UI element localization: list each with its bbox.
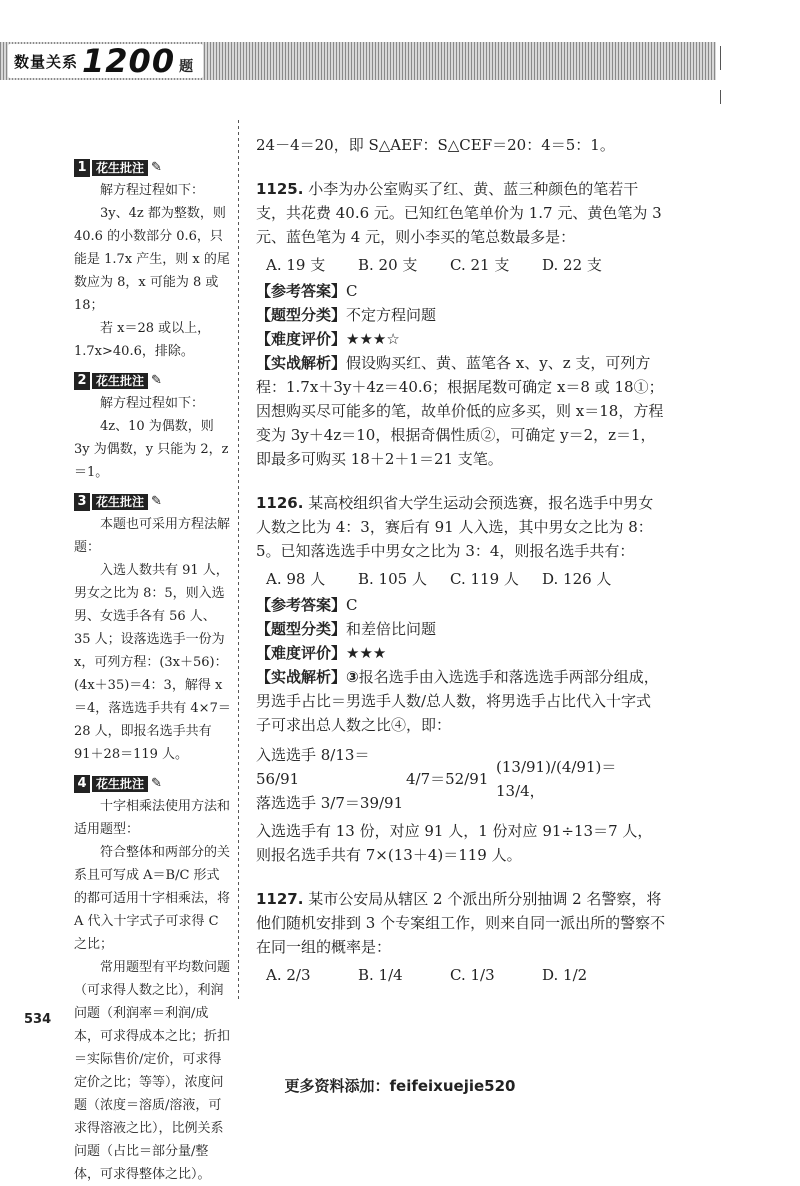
option-b: B. 1/4	[358, 966, 403, 984]
note-1	[74, 156, 232, 363]
type-value: 不定方程问题	[346, 306, 437, 324]
note-line: 4z、10 为偶数，则 3y 为偶数，y 只能为 2，z＝1。	[74, 419, 229, 480]
cross-mid: 4/7＝52/91	[406, 770, 489, 788]
note-label: 花生批注	[92, 776, 148, 792]
note-line: 本题也可采用方程法解题：	[74, 517, 231, 555]
book-title	[8, 44, 203, 78]
option-a: A. 98 人	[266, 570, 326, 588]
pen-icon: ✎	[151, 160, 162, 175]
question-stem: 小李为办公室购买了红、黄、蓝三种颜色的笔若干支，共花费 40.6 元。已知红色笔单价为 1.7 元、黄色笔为 3 元、蓝色笔为 4 元，则小李买的笔总数最多是：	[256, 180, 662, 246]
analysis-text: 报名选手由入选选手和落选选手两部分组成，男选手占比＝男选手人数/总人数，将男选手占比代入十字式子可求出总人数之比④，即：	[256, 668, 659, 734]
note-number: 1	[74, 159, 90, 177]
cross-in: 入选选手 8/13＝56/91	[256, 746, 370, 788]
option-b: B. 20 支	[358, 256, 418, 274]
note-line: 符合整体和两部分的关系且可写成 A＝B/C 形式的都可适用十字相乘法，将 A 代入十字式子可求得 C 之比；	[74, 845, 231, 952]
main-column	[256, 118, 666, 989]
cross-multiplication	[256, 743, 666, 815]
type-value: 和差倍比问题	[346, 620, 437, 638]
note-4	[74, 772, 232, 1186]
option-c: C. 21 支	[450, 256, 510, 274]
analysis-text: 假设购买红、黄、蓝笔各 x、y、z 支，可列方程：1.7x＋3y＋4z＝40.6；根据尾数可确定 x＝8 或 18①；因想购买尽可能多的笔，故单价低的应多买，则 x＝18，方程变为 3y＋4z＝10，根据奇偶性质②，可确定 y＝2，z＝1，即最多可购买 18＋2＋1＝21 支笔。	[256, 354, 664, 468]
question-stem: 某高校组织省大学生运动会预选赛，报名选手中男女人数之比为 4：3，赛后有 91 人入选，其中男女之比为 8：5。已知落选选手中男女之比为 3：4，则报名选手共有：	[256, 494, 654, 560]
difficulty-stars: ★★★☆	[346, 330, 400, 348]
header-suffix: 题	[179, 59, 194, 75]
option-c: C. 1/3	[450, 966, 495, 984]
page-number: 534	[24, 1012, 52, 1027]
type-label: 【题型分类】	[256, 306, 347, 324]
type-label: 【题型分类】	[256, 620, 347, 638]
header-prefix: 数量关系	[14, 52, 79, 71]
pen-icon: ✎	[151, 494, 162, 509]
option-c: C. 119 人	[450, 570, 519, 588]
note-line: 十字相乘法使用方法和适用题型：	[74, 799, 231, 837]
options	[266, 567, 666, 591]
difficulty-label: 【难度评价】	[256, 644, 347, 662]
options	[266, 253, 666, 277]
note-line: 解方程过程如下：	[100, 183, 205, 198]
margin-tick	[720, 46, 721, 70]
option-a: A. 19 支	[266, 256, 326, 274]
option-d: D. 22 支	[542, 256, 602, 274]
answer-value: C	[346, 596, 358, 614]
question-stem: 某市公安局从辖区 2 个派出所分别抽调 2 名警察，将他们随机安排到 3 个专案组工作，则来自同一派出所的警察不在同一组的概率是：	[256, 890, 666, 956]
note-number: 4	[74, 775, 90, 793]
note-2	[74, 369, 232, 484]
option-b: B. 105 人	[358, 570, 427, 588]
difficulty-label: 【难度评价】	[256, 330, 347, 348]
note-label: 花生批注	[92, 160, 148, 176]
note-label: 花生批注	[92, 373, 148, 389]
question-number: 1127.	[256, 890, 304, 908]
question-1127	[256, 887, 666, 987]
note-line: 3y、4z 都为整数，则 40.6 的小数部分 0.6，只能是 1.7x 产生，则 x 的尾数应为 8，x 可能为 8 或 18；	[74, 206, 230, 313]
answer-label: 【参考答案】	[256, 596, 347, 614]
cross-out: 落选选手 3/7＝39/91	[256, 794, 404, 812]
option-a: A. 2/3	[266, 966, 311, 984]
question-1126	[256, 491, 666, 867]
analysis-label: 【实战解析】	[256, 354, 347, 372]
pen-icon: ✎	[151, 776, 162, 791]
column-divider	[238, 120, 239, 1000]
question-number: 1126.	[256, 494, 304, 512]
margin-tick	[720, 90, 721, 104]
continued-solution: 24－4＝20，即 S△AEF：S△CEF＝20：4＝5：1。	[256, 136, 615, 154]
note-number: 3	[74, 493, 90, 511]
header-number: 1200	[82, 42, 176, 80]
note-number: 2	[74, 372, 90, 390]
options	[266, 963, 666, 987]
note-line: 解方程过程如下：	[100, 396, 205, 411]
cross-left	[256, 743, 406, 815]
option-d: D. 126 人	[542, 570, 612, 588]
answer-value: C	[346, 282, 358, 300]
footer-note: 更多资料添加：feifeixuejie520	[284, 1077, 516, 1095]
analysis-label: 【实战解析】③	[256, 668, 359, 686]
note-line: 若 x＝28 或以上，1.7x>40.6，排除。	[74, 321, 211, 359]
note-label: 花生批注	[92, 494, 148, 510]
note-line: 入选人数共有 91 人，男女之比为 8：5，则入选男、女选手各有 56 人、35 人；设落选选手一份为 x，可列方程：(3x＋56)：(4x＋35)＝4：3，解得 x＝4，落选选手共有 4×7＝28 人，即报名选手共有 91＋28＝119 人。	[74, 563, 231, 762]
answer-label: 【参考答案】	[256, 282, 347, 300]
pen-icon: ✎	[151, 373, 162, 388]
difficulty-stars: ★★★	[346, 644, 387, 662]
question-number: 1125.	[256, 180, 304, 198]
sidebar-notes	[74, 150, 232, 1186]
option-d: D. 1/2	[542, 966, 588, 984]
analysis-text-2: 入选选手有 13 份，对应 91 人，1 份对应 91÷13＝7 人，则报名选手共有 7×(13＋4)＝119 人。	[256, 822, 653, 864]
note-line: 常用题型有平均数问题（可求得人数之比），利润问题（利润率＝利润/成本，可求得成本之比；折扣＝实际售价/定价，可求得定价之比；等等），浓度问题（浓度＝溶质/溶液，可求得溶液之比），比例关系问题（占比＝部分量/整体，可求得整体之比）。	[74, 960, 231, 1182]
cross-right: (13/91)/(4/91)＝13/4，	[496, 758, 617, 800]
question-1125	[256, 177, 666, 471]
note-3	[74, 490, 232, 766]
